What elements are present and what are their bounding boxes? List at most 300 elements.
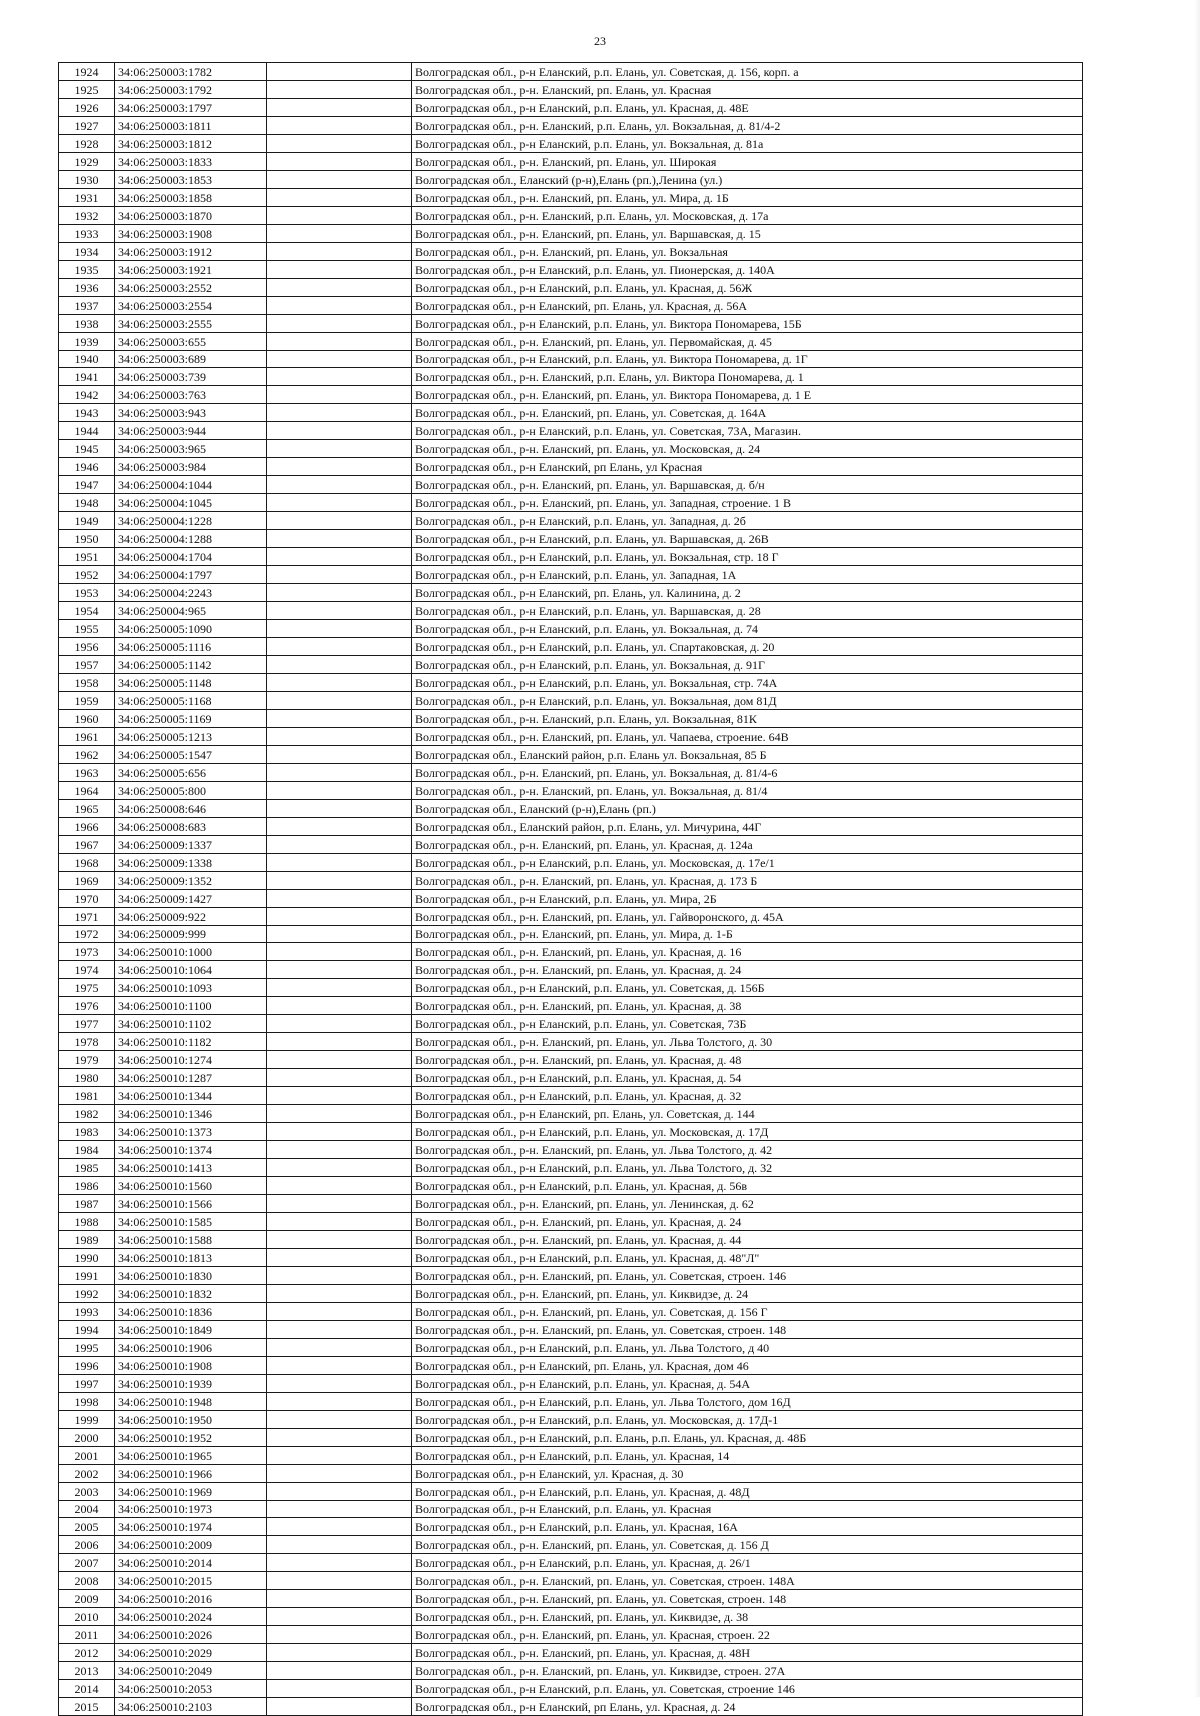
table-row xyxy=(59,835,1083,853)
row-number: 1965 xyxy=(59,799,115,817)
empty-cell xyxy=(267,1374,412,1392)
table-row xyxy=(59,943,1083,961)
empty-cell xyxy=(267,1392,412,1410)
table-row xyxy=(59,404,1083,422)
table-row xyxy=(59,781,1083,799)
cadastral-number: 34:06:250010:1274 xyxy=(115,1051,267,1069)
address: Волгоградская обл., р-н Еланский, рп. Елань, ул. Калинина, д. 2 xyxy=(412,584,1083,602)
table-row xyxy=(59,332,1083,350)
row-number: 2008 xyxy=(59,1572,115,1590)
row-number: 1985 xyxy=(59,1159,115,1177)
row-number: 1940 xyxy=(59,350,115,368)
cadastral-number: 34:06:250008:646 xyxy=(115,799,267,817)
address: Волгоградская обл., р-н. Еланский, рп. Елань, ул. Красная, д. 24 xyxy=(412,961,1083,979)
row-number: 1943 xyxy=(59,404,115,422)
row-number: 1997 xyxy=(59,1374,115,1392)
table-row xyxy=(59,1159,1083,1177)
empty-cell xyxy=(267,1338,412,1356)
table-row xyxy=(59,530,1083,548)
address: Волгоградская обл., р-н. Еланский, рп. Елань, ул. Красная, д. 48Н xyxy=(412,1644,1083,1662)
empty-cell xyxy=(267,979,412,997)
empty-cell xyxy=(267,1159,412,1177)
row-number: 2005 xyxy=(59,1518,115,1536)
row-number: 1983 xyxy=(59,1123,115,1141)
row-number: 1974 xyxy=(59,961,115,979)
table-row xyxy=(59,620,1083,638)
row-number: 1933 xyxy=(59,224,115,242)
table-row xyxy=(59,1087,1083,1105)
table-row xyxy=(59,1680,1083,1698)
empty-cell xyxy=(267,152,412,170)
row-number: 1986 xyxy=(59,1177,115,1195)
address: Волгоградская обл., р-н Еланский, р.п. Елань, ул. Красная, д. 48"Л" xyxy=(412,1248,1083,1266)
table-row xyxy=(59,98,1083,116)
address: Волгоградская обл., р-н Еланский, р.п. Елань, ул. Московская, д. 17Д xyxy=(412,1123,1083,1141)
table-row xyxy=(59,1302,1083,1320)
address: Волгоградская обл., р-н. Еланский, рп. Елань, ул. Вокзальная xyxy=(412,242,1083,260)
empty-cell xyxy=(267,763,412,781)
empty-cell xyxy=(267,1662,412,1680)
address: Волгоградская обл., р-н Еланский, р.п. Елань, ул. Красная, д. 32 xyxy=(412,1087,1083,1105)
address: Волгоградская обл., р-н Еланский, р.п. Елань, ул. Красная xyxy=(412,1500,1083,1518)
cadastral-number: 34:06:250003:1782 xyxy=(115,63,267,81)
empty-cell xyxy=(267,727,412,745)
row-number: 1958 xyxy=(59,673,115,691)
address: Волгоградская обл., р-н Еланский, рп Елань, ул Красная xyxy=(412,458,1083,476)
table-row xyxy=(59,188,1083,206)
address: Волгоградская обл., р-н Еланский, р.п. Елань, р.п. Елань, ул. Красная, д. 48Б xyxy=(412,1428,1083,1446)
address: Волгоградская обл., р-н. Еланский, рп. Елань, ул. Вокзальная, д. 81/4-6 xyxy=(412,763,1083,781)
row-number: 1968 xyxy=(59,853,115,871)
row-number: 1927 xyxy=(59,116,115,134)
empty-cell xyxy=(267,907,412,925)
address: Волгоградская обл., р-н Еланский, р.п. Елань, ул. Вокзальная, стр. 74А xyxy=(412,673,1083,691)
empty-cell xyxy=(267,1446,412,1464)
address: Волгоградская обл., Еланский район, р.п. Елань ул. Вокзальная, 85 Б xyxy=(412,745,1083,763)
table-row xyxy=(59,1230,1083,1248)
table-row xyxy=(59,1195,1083,1213)
cadastral-number: 34:06:250010:1969 xyxy=(115,1482,267,1500)
cadastral-number: 34:06:250010:1287 xyxy=(115,1069,267,1087)
address: Волгоградская обл., р-н. Еланский, рп. Елань, ул. Мира, д. 1Б xyxy=(412,188,1083,206)
address: Волгоградская обл., р-н Еланский, р.п. Елань, ул. Льва Толстого, д 40 xyxy=(412,1338,1083,1356)
address: Волгоградская обл., р-н Еланский, рп Елань, ул. Красная, д. 24 xyxy=(412,1698,1083,1716)
empty-cell xyxy=(267,853,412,871)
empty-cell xyxy=(267,620,412,638)
empty-cell xyxy=(267,1698,412,1716)
cadastral-number: 34:06:250003:689 xyxy=(115,350,267,368)
table-row xyxy=(59,152,1083,170)
row-number: 2010 xyxy=(59,1608,115,1626)
address: Волгоградская обл., р-н. Еланский, р.п. Елань, ул. Московская, д. 17а xyxy=(412,206,1083,224)
row-number: 1977 xyxy=(59,1015,115,1033)
empty-cell xyxy=(267,602,412,620)
address: Волгоградская обл., р-н Еланский, р.п. Елань, ул. Льва Толстого, д. 32 xyxy=(412,1159,1083,1177)
empty-cell xyxy=(267,548,412,566)
row-number: 1941 xyxy=(59,368,115,386)
row-number: 1937 xyxy=(59,296,115,314)
table-row xyxy=(59,799,1083,817)
address: Волгоградская обл., р-н. Еланский, р.п. Елань, ул. Виктора Пономарева, д. 1 xyxy=(412,368,1083,386)
row-number: 1960 xyxy=(59,709,115,727)
cadastral-number: 34:06:250010:1344 xyxy=(115,1087,267,1105)
table-row xyxy=(59,1015,1083,1033)
cadastral-number: 34:06:250003:2555 xyxy=(115,314,267,332)
row-number: 2006 xyxy=(59,1536,115,1554)
row-number: 1990 xyxy=(59,1248,115,1266)
empty-cell xyxy=(267,817,412,835)
table-row xyxy=(59,548,1083,566)
address: Волгоградская обл., р-н Еланский, р.п. Елань, ул. Вокзальная, дом 81Д xyxy=(412,691,1083,709)
cadastral-number: 34:06:250010:1849 xyxy=(115,1320,267,1338)
address: Волгоградская обл., р-н. Еланский, рп. Елань, ул. Виктора Пономарева, д. 1 Е xyxy=(412,386,1083,404)
row-number: 1976 xyxy=(59,997,115,1015)
address: Волгоградская обл., р-н Еланский, р.п. Елань, ул. Красная, д. 48Е xyxy=(412,98,1083,116)
empty-cell xyxy=(267,871,412,889)
cadastral-number: 34:06:250004:1797 xyxy=(115,566,267,584)
empty-cell xyxy=(267,1644,412,1662)
table-row xyxy=(59,584,1083,602)
table-row xyxy=(59,638,1083,656)
address: Волгоградская обл., р-н Еланский, р.п. Елань, ул. Варшавская, д. 28 xyxy=(412,602,1083,620)
cadastral-number: 34:06:250010:1566 xyxy=(115,1195,267,1213)
row-number: 1979 xyxy=(59,1051,115,1069)
row-number: 1962 xyxy=(59,745,115,763)
address: Волгоградская обл., р-н. Еланский, рп. Елань, ул. Советская, строен. 146 xyxy=(412,1266,1083,1284)
cadastral-number: 34:06:250003:655 xyxy=(115,332,267,350)
cadastral-number: 34:06:250010:1374 xyxy=(115,1141,267,1159)
row-number: 2004 xyxy=(59,1500,115,1518)
table-row xyxy=(59,1356,1083,1374)
row-number: 1981 xyxy=(59,1087,115,1105)
cadastral-number: 34:06:250010:1974 xyxy=(115,1518,267,1536)
cadastral-number: 34:06:250010:1952 xyxy=(115,1428,267,1446)
address: Волгоградская обл., р-н Еланский, р.п. Елань, ул. Красная, д. 54А xyxy=(412,1374,1083,1392)
cadastral-number: 34:06:250005:800 xyxy=(115,781,267,799)
address: Волгоградская обл., р-н. Еланский, рп. Елань, ул. Мира, д. 1-Б xyxy=(412,925,1083,943)
row-number: 1969 xyxy=(59,871,115,889)
address: Волгоградская обл., р-н Еланский, рп. Елань, ул. Красная, дом 46 xyxy=(412,1356,1083,1374)
cadastral-number: 34:06:250010:1100 xyxy=(115,997,267,1015)
address: Волгоградская обл., р-н. Еланский, рп. Елань, ул. Киквидзе, д. 38 xyxy=(412,1608,1083,1626)
address: Волгоградская обл., р-н Еланский, р.п. Елань, ул. Советская, д. 156Б xyxy=(412,979,1083,997)
empty-cell xyxy=(267,224,412,242)
address: Волгоградская обл., р-н Еланский, р.п. Елань, ул. Красная, 16А xyxy=(412,1518,1083,1536)
cadastral-number: 34:06:250003:1812 xyxy=(115,134,267,152)
cadastral-number: 34:06:250010:2015 xyxy=(115,1572,267,1590)
empty-cell xyxy=(267,943,412,961)
row-number: 1950 xyxy=(59,530,115,548)
table-row xyxy=(59,1554,1083,1572)
empty-cell xyxy=(267,134,412,152)
cadastral-number: 34:06:250003:944 xyxy=(115,422,267,440)
empty-cell xyxy=(267,1105,412,1123)
empty-cell xyxy=(267,98,412,116)
row-number: 1939 xyxy=(59,332,115,350)
empty-cell xyxy=(267,296,412,314)
address: Волгоградская обл., р-н Еланский, р.п. Елань, ул. Красная, 14 xyxy=(412,1446,1083,1464)
address: Волгоградская обл., р-н. Еланский, рп. Елань, ул. Красная, д. 44 xyxy=(412,1230,1083,1248)
table-row xyxy=(59,476,1083,494)
cadastral-number: 34:06:250010:2009 xyxy=(115,1536,267,1554)
row-number: 2007 xyxy=(59,1554,115,1572)
address: Волгоградская обл., р-н. Еланский, рп. Елань, ул. Советская, строен. 148 xyxy=(412,1590,1083,1608)
table-row xyxy=(59,566,1083,584)
empty-cell xyxy=(267,799,412,817)
row-number: 1982 xyxy=(59,1105,115,1123)
empty-cell xyxy=(267,458,412,476)
table-row xyxy=(59,1482,1083,1500)
row-number: 1995 xyxy=(59,1338,115,1356)
address: Волгоградская обл., р-н. Еланский, р.п. Елань, ул. Вокзальная, 81К xyxy=(412,709,1083,727)
row-number: 1926 xyxy=(59,98,115,116)
empty-cell xyxy=(267,889,412,907)
table-row xyxy=(59,602,1083,620)
cadastral-number: 34:06:250003:1921 xyxy=(115,260,267,278)
cadastral-number: 34:06:250009:922 xyxy=(115,907,267,925)
address: Волгоградская обл., р-н. Еланский, рп. Елань, ул. Советская, д. 156 Д xyxy=(412,1536,1083,1554)
cadastral-number: 34:06:250003:2554 xyxy=(115,296,267,314)
address: Волгоградская обл., р-н. Еланский, рп. Елань, ул. Ленинская, д. 62 xyxy=(412,1195,1083,1213)
cadastral-number: 34:06:250010:2049 xyxy=(115,1662,267,1680)
table-row xyxy=(59,673,1083,691)
cadastral-number: 34:06:250003:984 xyxy=(115,458,267,476)
empty-cell xyxy=(267,422,412,440)
table-row xyxy=(59,350,1083,368)
cadastral-number: 34:06:250009:1352 xyxy=(115,871,267,889)
address: Волгоградская обл., р-н. Еланский, рп. Елань, ул. Льва Толстого, д. 42 xyxy=(412,1141,1083,1159)
table-row xyxy=(59,763,1083,781)
parcel-table xyxy=(58,62,1083,1716)
table-row xyxy=(59,422,1083,440)
address: Волгоградская обл., р-н. Еланский, рп. Елань, ул. Западная, строение. 1 В xyxy=(412,494,1083,512)
address: Волгоградская обл., р-н. Еланский, рп. Елань, ул. Московская, д. 24 xyxy=(412,440,1083,458)
table-row xyxy=(59,260,1083,278)
row-number: 2013 xyxy=(59,1662,115,1680)
table-row xyxy=(59,1266,1083,1284)
row-number: 1947 xyxy=(59,476,115,494)
cadastral-number: 34:06:250009:1427 xyxy=(115,889,267,907)
empty-cell xyxy=(267,170,412,188)
row-number: 1987 xyxy=(59,1195,115,1213)
cadastral-number: 34:06:250010:1973 xyxy=(115,1500,267,1518)
row-number: 1989 xyxy=(59,1230,115,1248)
empty-cell xyxy=(267,1410,412,1428)
empty-cell xyxy=(267,1464,412,1482)
row-number: 1932 xyxy=(59,206,115,224)
table-row xyxy=(59,1338,1083,1356)
table-row xyxy=(59,1626,1083,1644)
row-number: 1956 xyxy=(59,638,115,656)
table-row xyxy=(59,1662,1083,1680)
row-number: 1998 xyxy=(59,1392,115,1410)
table-row xyxy=(59,1051,1083,1069)
address: Волгоградская обл., р-н Еланский, р.п. Елань, ул. Западная, 1А xyxy=(412,566,1083,584)
scan-edge xyxy=(1194,0,1200,1697)
table-row xyxy=(59,817,1083,835)
cadastral-number: 34:06:250010:1832 xyxy=(115,1284,267,1302)
cadastral-number: 34:06:250010:2029 xyxy=(115,1644,267,1662)
address: Волгоградская обл., р-н. Еланский, рп. Елань, ул. Красная, д. 48 xyxy=(412,1051,1083,1069)
empty-cell xyxy=(267,476,412,494)
cadastral-number: 34:06:250009:1338 xyxy=(115,853,267,871)
empty-cell xyxy=(267,638,412,656)
row-number: 2011 xyxy=(59,1626,115,1644)
table-row xyxy=(59,889,1083,907)
table-row xyxy=(59,871,1083,889)
table-row xyxy=(59,1392,1083,1410)
table-row xyxy=(59,655,1083,673)
cadastral-number: 34:06:250010:1560 xyxy=(115,1177,267,1195)
table-row xyxy=(59,224,1083,242)
cadastral-number: 34:06:250005:1148 xyxy=(115,673,267,691)
cadastral-number: 34:06:250003:1912 xyxy=(115,242,267,260)
empty-cell xyxy=(267,925,412,943)
address: Волгоградская обл., р-н Еланский, р.п. Елань, ул. Вокзальная, д. 91Г xyxy=(412,655,1083,673)
address: Волгоградская обл., р-н Еланский, р.п. Елань, ул. Виктора Пономарева, д. 1Г xyxy=(412,350,1083,368)
address: Волгоградская обл., р-н. Еланский, рп. Елань, ул. Широкая xyxy=(412,152,1083,170)
empty-cell xyxy=(267,1320,412,1338)
cadastral-number: 34:06:250005:1116 xyxy=(115,638,267,656)
cadastral-number: 34:06:250010:1830 xyxy=(115,1266,267,1284)
cadastral-number: 34:06:250003:1870 xyxy=(115,206,267,224)
address: Волгоградская обл., р-н. Еланский, рп. Елань, ул. Красная xyxy=(412,80,1083,98)
table-row xyxy=(59,1213,1083,1231)
address: Волгоградская обл., р-н. Еланский, рп. Елань, ул. Красная, д. 124а xyxy=(412,835,1083,853)
address: Волгоградская обл., р-н Еланский, р.п. Елань, ул. Западная, д. 2б xyxy=(412,512,1083,530)
row-number: 1931 xyxy=(59,188,115,206)
cadastral-number: 34:06:250003:1811 xyxy=(115,116,267,134)
cadastral-number: 34:06:250005:1213 xyxy=(115,727,267,745)
empty-cell xyxy=(267,1141,412,1159)
empty-cell xyxy=(267,1500,412,1518)
cadastral-number: 34:06:250010:2016 xyxy=(115,1590,267,1608)
address: Волгоградская обл., Еланский район, р.п. Елань, ул. Мичурина, 44Г xyxy=(412,817,1083,835)
empty-cell xyxy=(267,494,412,512)
row-number: 1952 xyxy=(59,566,115,584)
cadastral-number: 34:06:250010:1064 xyxy=(115,961,267,979)
empty-cell xyxy=(267,835,412,853)
address: Волгоградская обл., р-н Еланский, р.п. Елань, ул. Льва Толстого, дом 16Д xyxy=(412,1392,1083,1410)
table-row xyxy=(59,1644,1083,1662)
empty-cell xyxy=(267,1033,412,1051)
table-row xyxy=(59,1500,1083,1518)
table-row xyxy=(59,925,1083,943)
cadastral-number: 34:06:250010:1102 xyxy=(115,1015,267,1033)
empty-cell xyxy=(267,1590,412,1608)
address: Волгоградская обл., р-н Еланский, р.п. Елань, ул. Советская, строение 146 xyxy=(412,1680,1083,1698)
cadastral-number: 34:06:250010:1413 xyxy=(115,1159,267,1177)
table-row xyxy=(59,997,1083,1015)
empty-cell xyxy=(267,584,412,602)
cadastral-number: 34:06:250004:965 xyxy=(115,602,267,620)
cadastral-number: 34:06:250010:1908 xyxy=(115,1356,267,1374)
parcel-table-body xyxy=(59,63,1083,1716)
empty-cell xyxy=(267,1572,412,1590)
cadastral-number: 34:06:250010:1373 xyxy=(115,1123,267,1141)
address: Волгоградская обл., р-н. Еланский, рп. Елань, ул. Киквидзе, д. 24 xyxy=(412,1284,1083,1302)
cadastral-number: 34:06:250010:1939 xyxy=(115,1374,267,1392)
address: Волгоградская обл., р-н. Еланский, рп. Елань, ул. Льва Толстого, д. 30 xyxy=(412,1033,1083,1051)
address: Волгоградская обл., р-н. Еланский, рп. Елань, ул. Советская, строен. 148 xyxy=(412,1320,1083,1338)
cadastral-number: 34:06:250010:1093 xyxy=(115,979,267,997)
cadastral-number: 34:06:250004:1704 xyxy=(115,548,267,566)
empty-cell xyxy=(267,332,412,350)
empty-cell xyxy=(267,673,412,691)
row-number: 1959 xyxy=(59,691,115,709)
empty-cell xyxy=(267,1015,412,1033)
empty-cell xyxy=(267,63,412,81)
address: Волгоградская обл., р-н Еланский, р.п. Елань, ул. Варшавская, д. 26В xyxy=(412,530,1083,548)
table-row xyxy=(59,961,1083,979)
address: Волгоградская обл., р-н. Еланский, рп. Елань, ул. Красная, д. 173 Б xyxy=(412,871,1083,889)
empty-cell xyxy=(267,1536,412,1554)
row-number: 1964 xyxy=(59,781,115,799)
cadastral-number: 34:06:250003:1792 xyxy=(115,80,267,98)
empty-cell xyxy=(267,350,412,368)
cadastral-number: 34:06:250003:763 xyxy=(115,386,267,404)
table-row xyxy=(59,1446,1083,1464)
table-row xyxy=(59,458,1083,476)
cadastral-number: 34:06:250010:1588 xyxy=(115,1230,267,1248)
address: Волгоградская обл., р-н Еланский, р.п. Елань, ул. Спартаковская, д. 20 xyxy=(412,638,1083,656)
table-row xyxy=(59,206,1083,224)
table-row xyxy=(59,170,1083,188)
cadastral-number: 34:06:250003:943 xyxy=(115,404,267,422)
table-row xyxy=(59,1374,1083,1392)
row-number: 1945 xyxy=(59,440,115,458)
table-row xyxy=(59,1536,1083,1554)
row-number: 2000 xyxy=(59,1428,115,1446)
empty-cell xyxy=(267,997,412,1015)
row-number: 1934 xyxy=(59,242,115,260)
cadastral-number: 34:06:250010:2103 xyxy=(115,1698,267,1716)
row-number: 1948 xyxy=(59,494,115,512)
table-row xyxy=(59,1105,1083,1123)
row-number: 1924 xyxy=(59,63,115,81)
row-number: 1942 xyxy=(59,386,115,404)
cadastral-number: 34:06:250004:1288 xyxy=(115,530,267,548)
table-row xyxy=(59,1320,1083,1338)
row-number: 1991 xyxy=(59,1266,115,1284)
cadastral-number: 34:06:250003:739 xyxy=(115,368,267,386)
empty-cell xyxy=(267,709,412,727)
empty-cell xyxy=(267,188,412,206)
address: Волгоградская обл., Еланский (р-н),Елань (рп.) xyxy=(412,799,1083,817)
table-row xyxy=(59,1518,1083,1536)
table-row xyxy=(59,1141,1083,1159)
table-row xyxy=(59,494,1083,512)
address: Волгоградская обл., р-н. Еланский, рп. Елань, ул. Варшавская, д. б/н xyxy=(412,476,1083,494)
table-row xyxy=(59,1248,1083,1266)
page-number: 23 xyxy=(594,34,606,48)
cadastral-number: 34:06:250005:656 xyxy=(115,763,267,781)
table-row xyxy=(59,1590,1083,1608)
address: Волгоградская обл., р-н Еланский, р.п. Елань, ул. Красная, д. 56в xyxy=(412,1177,1083,1195)
empty-cell xyxy=(267,1248,412,1266)
row-number: 1944 xyxy=(59,422,115,440)
cadastral-number: 34:06:250005:1547 xyxy=(115,745,267,763)
empty-cell xyxy=(267,1608,412,1626)
cadastral-number: 34:06:250010:1585 xyxy=(115,1213,267,1231)
empty-cell xyxy=(267,1195,412,1213)
empty-cell xyxy=(267,1087,412,1105)
cadastral-number: 34:06:250004:2243 xyxy=(115,584,267,602)
table-row xyxy=(59,1410,1083,1428)
row-number: 1970 xyxy=(59,889,115,907)
address: Волгоградская обл., р-н. Еланский, рп. Елань, ул. Гайворонского, д. 45А xyxy=(412,907,1083,925)
address: Волгоградская обл., р-н Еланский, р.п. Елань, ул. Красная, д. 26/1 xyxy=(412,1554,1083,1572)
